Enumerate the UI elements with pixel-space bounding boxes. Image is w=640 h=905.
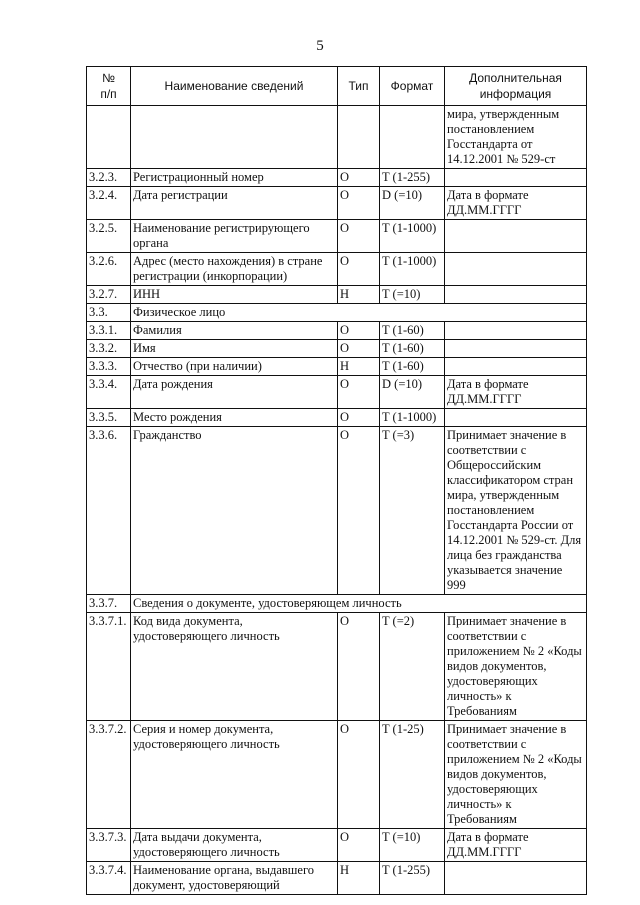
row-format-cell: T (1-1000) <box>380 409 445 427</box>
row-number-cell: 3.3.7. <box>87 595 131 613</box>
row-name-cell: Фамилия <box>131 322 338 340</box>
row-name-cell: Наименование органа, выдавшего документ, удостоверяющий <box>131 862 338 895</box>
row-info-cell <box>445 322 587 340</box>
row-format-cell: T (1-25) <box>380 721 445 829</box>
row-format-cell: T (1-60) <box>380 358 445 376</box>
row-type-cell: О <box>338 409 380 427</box>
row-format-cell: D (=10) <box>380 376 445 409</box>
row-format-cell: T (=10) <box>380 829 445 862</box>
row-number-cell: 3.3. <box>87 304 131 322</box>
row-info-cell <box>445 358 587 376</box>
row-number-cell: 3.2.5. <box>87 220 131 253</box>
row-name-cell <box>131 106 338 169</box>
row-info-cell: Принимает значение в соответствии с приложением № 2 «Коды видов документов, удостоверяющих личность» к Требованиям <box>445 613 587 721</box>
row-format-cell: D (=10) <box>380 187 445 220</box>
table-row <box>87 220 587 253</box>
table-row <box>87 427 587 595</box>
row-type-cell: О <box>338 169 380 187</box>
row-format-cell: T (1-60) <box>380 340 445 358</box>
row-name-cell: Наименование регистрирующего органа <box>131 220 338 253</box>
row-number-cell <box>87 106 131 169</box>
row-format-cell: T (1-1000) <box>380 220 445 253</box>
row-info-cell <box>445 286 587 304</box>
row-info-cell: Дата в формате ДД.ММ.ГГГГ <box>445 376 587 409</box>
header-name: Наименование сведений <box>131 67 338 106</box>
row-info-cell <box>445 409 587 427</box>
row-number-cell: 3.3.7.1. <box>87 613 131 721</box>
row-info-cell: Принимает значение в соответствии с Общероссийским классификатором стран мира, утвержденным постановлением Госстандарта России от 14.12.2001 № 529-ст. Для лица без гражданства указывается значение 999 <box>445 427 587 595</box>
requirements-table <box>86 66 587 895</box>
row-format-cell: T (=2) <box>380 613 445 721</box>
row-name-cell: Имя <box>131 340 338 358</box>
row-info-cell <box>445 862 587 895</box>
row-number-cell: 3.3.7.3. <box>87 829 131 862</box>
row-info-cell <box>445 169 587 187</box>
header-type: Тип <box>338 67 380 106</box>
row-type-cell: О <box>338 376 380 409</box>
row-type-cell: Н <box>338 358 380 376</box>
table-row <box>87 862 587 895</box>
row-type-cell: О <box>338 187 380 220</box>
row-format-cell: T (1-60) <box>380 322 445 340</box>
row-number-cell: 3.2.7. <box>87 286 131 304</box>
row-format-cell: T (=10) <box>380 286 445 304</box>
row-info-cell: Дата в формате ДД.ММ.ГГГГ <box>445 829 587 862</box>
table-row <box>87 721 587 829</box>
table-row <box>87 187 587 220</box>
row-number-cell: 3.3.6. <box>87 427 131 595</box>
row-number-cell: 3.3.3. <box>87 358 131 376</box>
row-format-cell: T (1-255) <box>380 169 445 187</box>
page-number: 5 <box>316 38 324 54</box>
row-section-title-cell: Физическое лицо <box>131 304 587 322</box>
row-number-cell: 3.3.5. <box>87 409 131 427</box>
row-info-cell: мира, утвержденным постановлением Госстандарта от 14.12.2001 № 529-ст <box>445 106 587 169</box>
row-name-cell: Дата регистрации <box>131 187 338 220</box>
table-body <box>87 106 587 895</box>
row-type-cell: О <box>338 220 380 253</box>
table-row <box>87 409 587 427</box>
row-type-cell: Н <box>338 862 380 895</box>
row-info-cell <box>445 340 587 358</box>
table-row <box>87 358 587 376</box>
row-type-cell: О <box>338 721 380 829</box>
row-name-cell: Код вида документа, удостоверяющего личность <box>131 613 338 721</box>
header-format: Формат <box>380 67 445 106</box>
table-row <box>87 304 587 322</box>
row-format-cell: T (=3) <box>380 427 445 595</box>
table-row <box>87 106 587 169</box>
row-number-cell: 3.3.2. <box>87 340 131 358</box>
table-row <box>87 613 587 721</box>
table-header-row <box>87 67 587 106</box>
table-row <box>87 169 587 187</box>
row-name-cell: Регистрационный номер <box>131 169 338 187</box>
table-row <box>87 829 587 862</box>
row-info-cell: Дата в формате ДД.ММ.ГГГГ <box>445 187 587 220</box>
row-name-cell: Серия и номер документа, удостоверяющего личность <box>131 721 338 829</box>
row-name-cell: Дата выдачи документа, удостоверяющего личность <box>131 829 338 862</box>
row-name-cell: Отчество (при наличии) <box>131 358 338 376</box>
table-row <box>87 595 587 613</box>
row-number-cell: 3.3.7.2. <box>87 721 131 829</box>
row-type-cell: О <box>338 613 380 721</box>
row-name-cell: Дата рождения <box>131 376 338 409</box>
header-additional-info: Дополнительная информация <box>445 67 587 106</box>
row-section-title-cell: Сведения о документе, удостоверяющем личность <box>131 595 587 613</box>
row-number-cell: 3.2.4. <box>87 187 131 220</box>
row-format-cell <box>380 106 445 169</box>
table-row <box>87 376 587 409</box>
row-type-cell: О <box>338 253 380 286</box>
row-type-cell: О <box>338 322 380 340</box>
row-number-cell: 3.2.6. <box>87 253 131 286</box>
row-format-cell: T (1-1000) <box>380 253 445 286</box>
row-type-cell: О <box>338 829 380 862</box>
table-row <box>87 253 587 286</box>
row-name-cell: ИНН <box>131 286 338 304</box>
row-info-cell <box>445 220 587 253</box>
table-row <box>87 340 587 358</box>
row-name-cell: Место рождения <box>131 409 338 427</box>
row-type-cell: О <box>338 340 380 358</box>
row-type-cell: О <box>338 427 380 595</box>
row-number-cell: 3.3.7.4. <box>87 862 131 895</box>
row-format-cell: T (1-255) <box>380 862 445 895</box>
header-number: № п/п <box>87 67 131 106</box>
row-info-cell <box>445 253 587 286</box>
row-name-cell: Адрес (место нахождения) в стране регистрации (инкорпорации) <box>131 253 338 286</box>
row-name-cell: Гражданство <box>131 427 338 595</box>
table-row <box>87 286 587 304</box>
row-number-cell: 3.2.3. <box>87 169 131 187</box>
row-type-cell <box>338 106 380 169</box>
table-row <box>87 322 587 340</box>
row-number-cell: 3.3.1. <box>87 322 131 340</box>
row-number-cell: 3.3.4. <box>87 376 131 409</box>
row-info-cell: Принимает значение в соответствии с приложением № 2 «Коды видов документов, удостоверяющих личность» к Требованиям <box>445 721 587 829</box>
row-type-cell: Н <box>338 286 380 304</box>
